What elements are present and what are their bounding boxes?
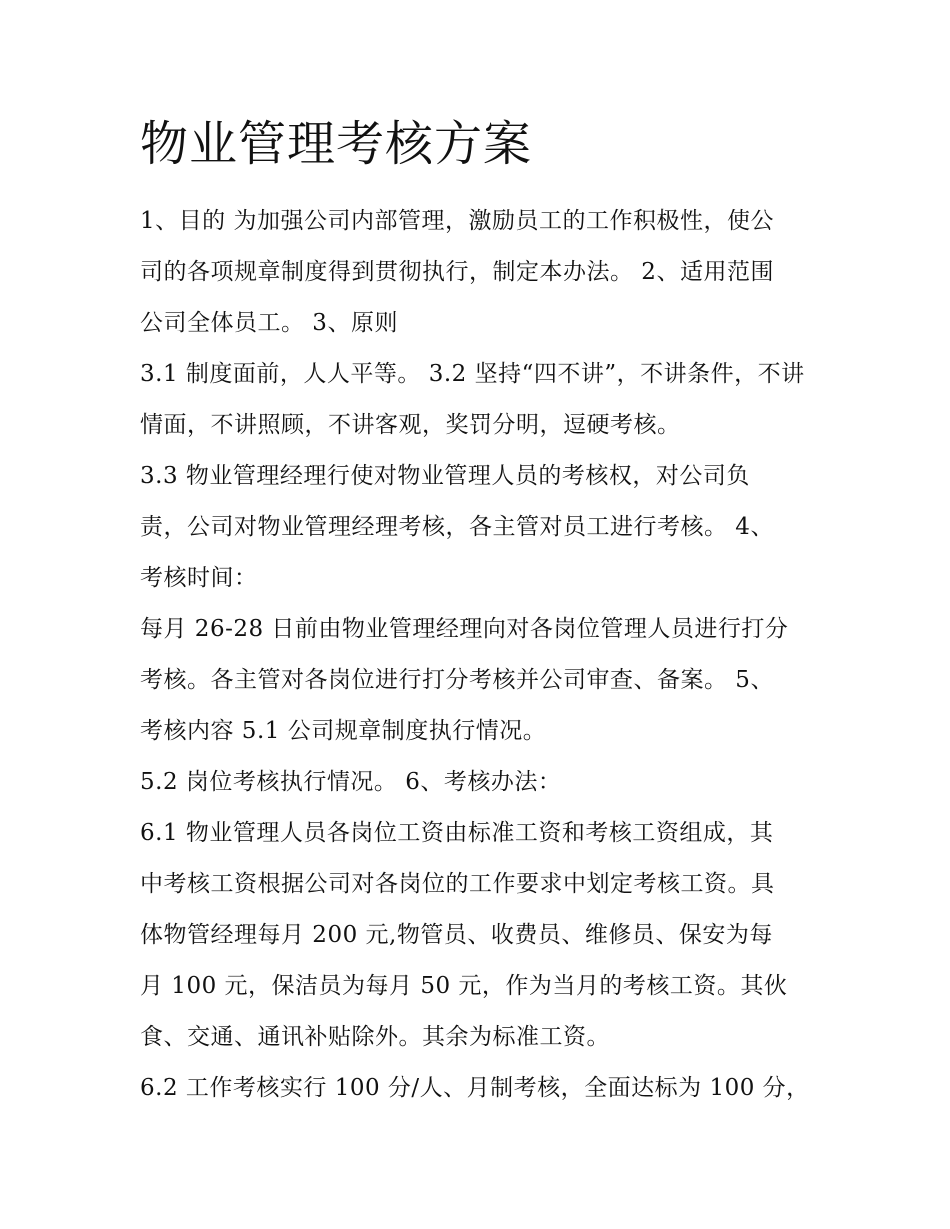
text-line: 考核。各主管对各岗位进行打分考核并公司审查、备案。 5、 (140, 667, 774, 693)
text-line: 3.3 物业管理经理行使对物业管理人员的考核权，对公司负 (140, 463, 750, 489)
text-line: 6.2 工作考核实行 100 分/人、月制考核，全面达标为 100 分， (140, 1075, 810, 1101)
text-line: 考核时间： (140, 565, 258, 591)
text-line: 3.1 制度面前，人人平等。 3.2 坚持“四不讲”，不讲条件，不讲 (140, 361, 805, 387)
text-line: 每月 26-28 日前由物业管理经理向对各岗位管理人员进行打分 (140, 616, 789, 642)
text-line: 6.1 物业管理人员各岗位工资由标准工资和考核工资组成，其 (140, 820, 774, 846)
text-line: 1、目的 为加强公司内部管理，激励员工的工作积极性，使公 (140, 208, 774, 234)
document-title: 物业管理考核方案 (140, 116, 533, 172)
text-line: 中考核工资根据公司对各岗位的工作要求中划定考核工资。具 (140, 871, 775, 897)
text-line: 情面，不讲照顾，不讲客观，奖罚分明，逗硬考核。 (140, 412, 681, 438)
text-line: 体物管经理每月 200 元,物管员、收费员、维修员、保安为每 (140, 922, 773, 948)
text-line: 月 100 元，保洁员为每月 50 元，作为当月的考核工资。其伙 (140, 973, 788, 999)
text-line: 食、交通、通讯补贴除外。其余为标准工资。 (140, 1024, 610, 1050)
text-line: 责，公司对物业管理经理考核，各主管对员工进行考核。 4、 (140, 514, 774, 540)
document-body (140, 196, 820, 1114)
text-line: 司的各项规章制度得到贯彻执行，制定本办法。 2、适用范围 (140, 259, 774, 285)
text-line: 考核内容 5.1 公司规章制度执行情况。 (140, 718, 547, 744)
text-line: 公司全体员工。 3、原则 (140, 310, 398, 336)
text-line: 5.2 岗位考核执行情况。 6、考核办法： (140, 769, 562, 795)
